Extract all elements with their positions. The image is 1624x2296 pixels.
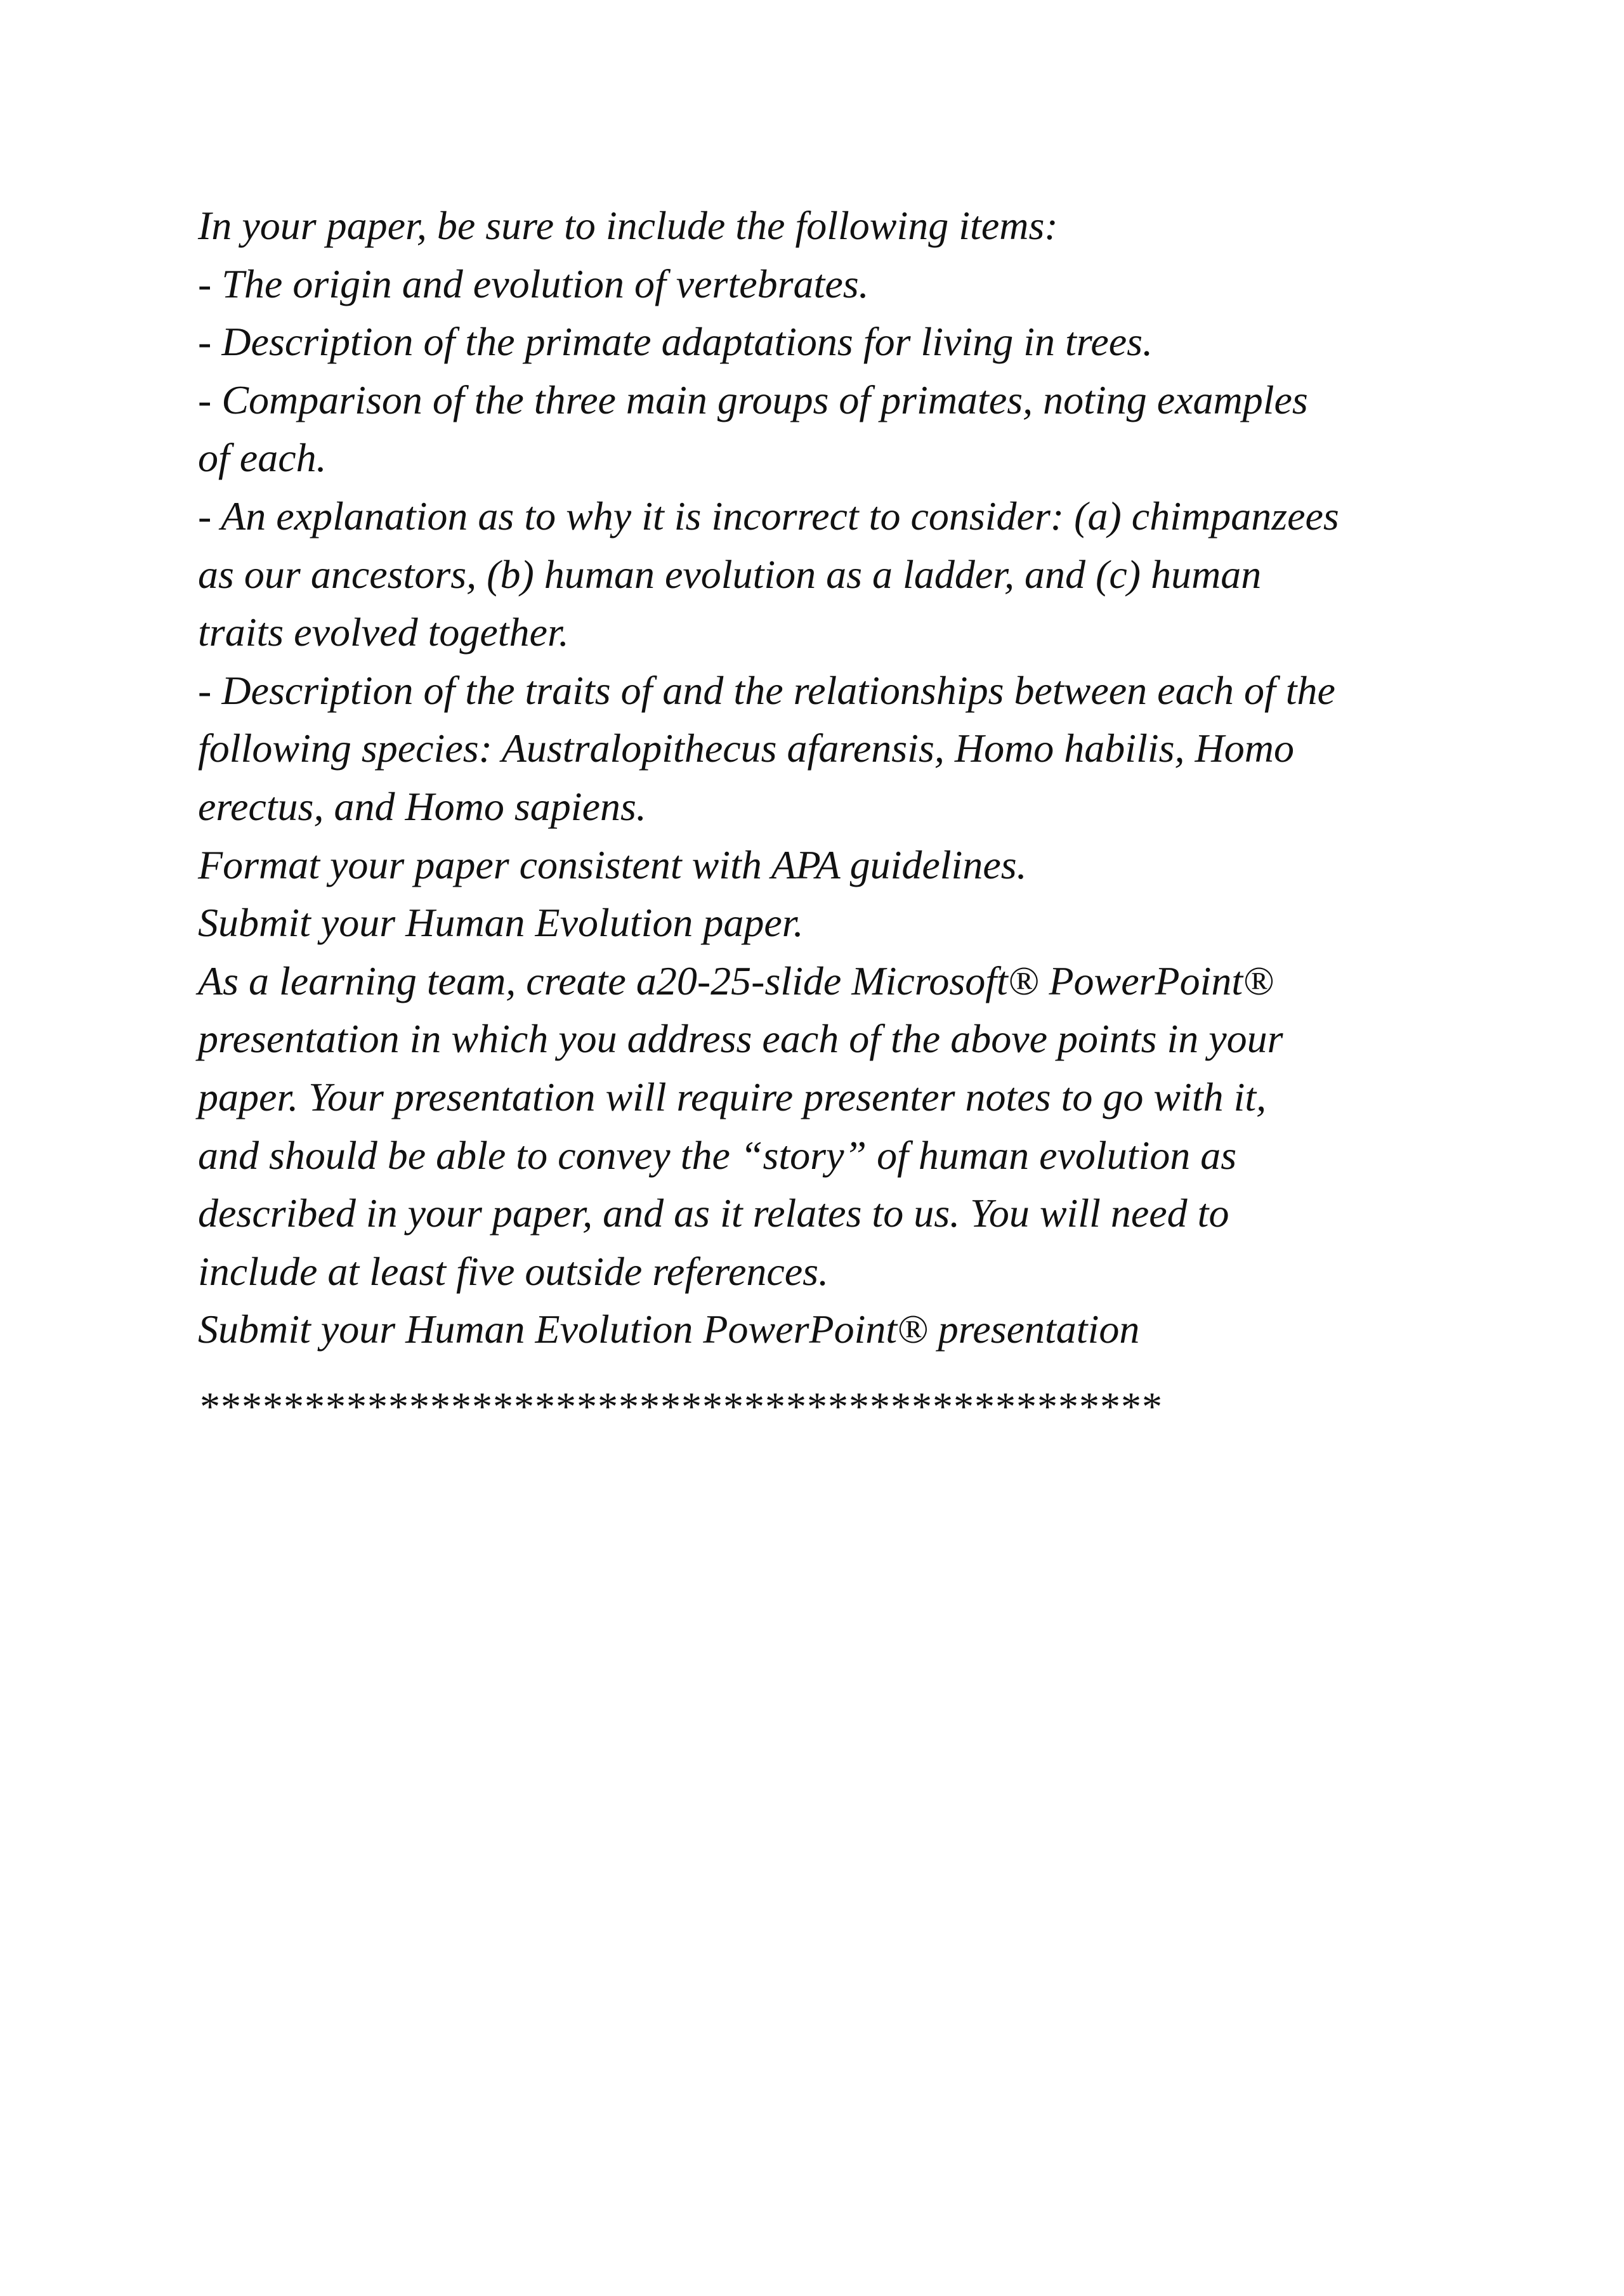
list-item-explanation: - An explanation as to why it is incorrect to consider: (a) chimpanzees xyxy=(198,493,1339,538)
list-item-species: - Description of the traits of and the relationships between each of the xyxy=(198,667,1335,713)
list-item-species-continued: following species: Australopithecus afarensis, Homo habilis, Homo xyxy=(198,726,1294,771)
presentation-instruction-line-3: paper. Your presentation will require presenter notes to go with it, xyxy=(198,1074,1267,1119)
presentation-instruction-line-5: described in your paper, and as it relates to us. You will need to xyxy=(198,1190,1229,1236)
list-item-species-end: erectus, and Homo sapiens. xyxy=(198,783,646,829)
format-instruction: Format your paper consistent with APA guidelines. xyxy=(198,842,1027,887)
intro-line: In your paper, be sure to include the following items: xyxy=(198,203,1058,248)
presentation-instruction: As a learning team, create a20-25-slide Microsoft® PowerPoint® xyxy=(198,958,1274,1003)
list-item-vertebrates: - The origin and evolution of vertebrates. xyxy=(198,261,869,306)
submit-presentation-instruction: Submit your Human Evolution PowerPoint® presentation xyxy=(198,1307,1140,1352)
list-item-primate-groups-continued: of each. xyxy=(198,435,327,481)
list-item-explanation-end: traits evolved together. xyxy=(198,610,569,655)
submit-paper-instruction: Submit your Human Evolution paper. xyxy=(198,900,804,946)
list-item-primate-groups: - Comparison of the three main groups of primates, noting examples xyxy=(198,377,1308,422)
assignment-instructions xyxy=(198,197,1473,1359)
presentation-instruction-line-6: include at least five outside references. xyxy=(198,1248,829,1294)
presentation-instruction-line-4: and should be able to convey the “story” of human evolution as xyxy=(198,1132,1237,1178)
asterisk-separator: ********************************************** xyxy=(198,1384,1161,1429)
list-item-explanation-continued: as our ancestors, (b) human evolution as a ladder, and (c) human xyxy=(198,551,1262,597)
presentation-instruction-line-2: presentation in which you address each of the above points in your xyxy=(198,1016,1283,1062)
list-item-primate-adaptations: - Description of the primate adaptations for living in trees. xyxy=(198,319,1153,365)
